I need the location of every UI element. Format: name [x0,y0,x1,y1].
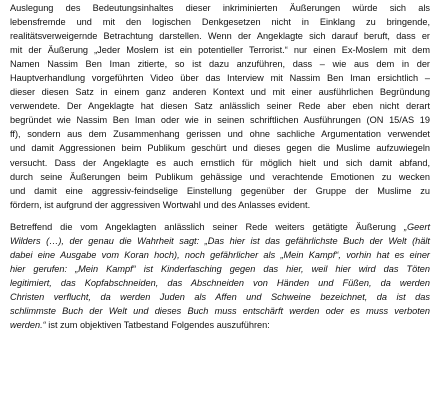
quote-text: legitimiert, das Kopfabschneiden, das Abschneiden von Händen und Füßen, da werden [10,277,430,288]
text-line [10,318,430,332]
text-line: versucht. Dass der Angeklagte es auch ernstlich für möglich hielt und sich damit abfand, [10,157,430,168]
quote-text: hier gerufen: „Mein Kampf“ ist Kinderfasching gegen das hier, weil hier wird das Töten [10,263,430,274]
text-line: und damit Aggressionen beim Publikum geschürt und dieses gegen die Muslime aufzuwiegeln [10,143,430,154]
text-line: verwendete. Der Angeklagte hat diesen Satz anlässlich seiner Rede aber eben nicht derart [10,101,430,112]
text-line [10,304,430,318]
text-line: lebensfremde und mit den logischen Denkgesetzen nicht in Einklang zu bringende, [10,17,430,28]
quote-text: Christen verflucht, da werden Juden als Affen und Schweine bezeichnet, da ist das [10,291,430,302]
text-line: und damit eine aggressiv-feindselige Einstellung gegenüber der Gruppe der Muslime zu [10,185,430,196]
text-line: Hauptverhandlung vorgeführten Video über das Interview mit Nassim Ben Iman ersichtlich – [10,73,430,84]
document-page [0,1,440,415]
paragraph-1 [10,1,430,212]
text-line: Namen Nassim Ben Iman zitierte, so ist dazu anzuführen, dass – wie aus dem in der [10,59,430,70]
text-line [10,276,430,290]
text-line: ff), sondern aus dem Zusammenhang gerissen und ohne sachliche Argumentation verwendet [10,129,430,140]
text-line: fördern, ist aufgrund der aggressiven Wortwahl und des Anlasses evident. [10,199,311,210]
text-line: begründet wie Nassim Ben Iman oder wie in seinen schriftlichen Ausführungen (ON 15/AS 19 [10,115,430,126]
quote-text: „Geert [403,221,430,232]
text-line: mit der Äußerung „Jeder Moslem ist ein potentieller Terrorist.“ nur einen Ex-Moslem mit dem [10,45,430,56]
quote-text: schlimmste Buch der Welt und dieses Buch muss entschärft werden oder es muss verboten [10,305,430,316]
text-line [10,290,430,304]
text-line [10,234,430,248]
text-line: durch seine Äußerungen beim Publikum gehässige und verachtende Emotionen zu wecken [10,171,430,182]
text-line: realitätsverweigernde Betrachtung darstellen. Wenn der Angeklagte sich darauf beruft, dass er [10,31,430,42]
text-line: Auslegung des Bedeutungsinhaltes dieser inkriminierten Äußerungen würde sich als [10,3,430,13]
paragraph-2 [10,220,430,332]
plain-text: Betreffend die vom Angeklagten anlässlich seiner Rede weiters getätigte Äußerung [10,221,404,232]
text-line [10,262,430,276]
quote-text: dabei eine Ausgabe vom Koran hoch), noch gefährlicher als „Mein Kampf“, vorhin hat es einer [10,249,430,260]
text-line [10,248,430,262]
text-line: dieser diesen Satz in einem ganz anderen Kontext und mit einer ausführlichen Begründung [10,87,430,98]
plain-text: ist zum objektiven Tatbestand Folgendes auszuführen: [45,320,270,331]
quote-text: Wilders (…), der genau die Wahrheit sagt: „Das hier ist das gefährlichste Buch der Welt (hält [10,235,430,246]
text-line [10,220,430,234]
quote-text: werden.“ [10,320,46,331]
